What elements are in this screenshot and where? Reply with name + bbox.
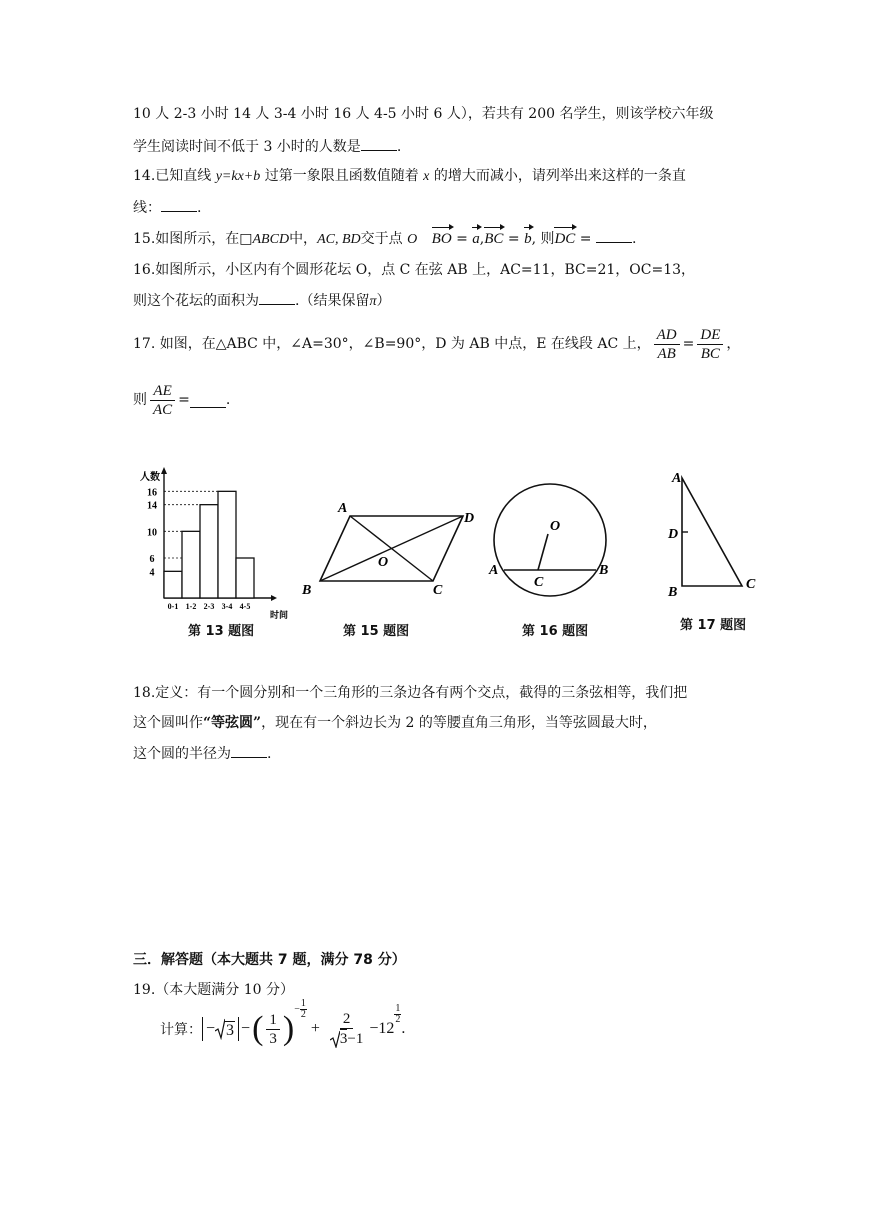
q16-close: ） [376, 293, 391, 309]
label-o: O [550, 519, 561, 534]
q15-line: 15.如图所示，在□ABCD中，AC, BD交于点 O BO = a,BC = b, 则DC = . [133, 228, 636, 250]
exp-num: 1 [395, 1003, 401, 1014]
section-3-title: 三．解答题（本大题共 7 题，满分 78 分） [133, 952, 406, 968]
figure-17-caption: 第 17 题图 [680, 618, 747, 633]
q18-line1: 18.定义：有一个圆分别和一个三角形的三条边各有两个交点，截得的三条弦相等，我们把 [133, 685, 688, 701]
x-axis-arrow-icon [271, 595, 277, 601]
q14-line2-text: 线： [133, 200, 161, 216]
label-o: O [378, 555, 389, 570]
label-d: D [668, 527, 679, 542]
figure-15-parallelogram [298, 496, 483, 601]
figure-16-caption: 第 16 题图 [522, 624, 589, 639]
fraction-2-sqrt3-minus-1 [327, 1010, 366, 1048]
q18-term: “等弦圆” [203, 715, 262, 731]
q18-line2 [133, 713, 657, 733]
q14-mid: 过第一象限且函数值随着 [260, 168, 424, 184]
q13-line1: 10 人 2-3 小时 14 人 3-4 小时 16 人 4-5 小时 6 人），若共有 200 名学生，则该学校六年级 [133, 106, 714, 122]
figure-15-caption: 第 15 题图 [343, 624, 410, 639]
circle-shape [494, 484, 609, 596]
q18-text-a: 这个圆叫作 [133, 715, 203, 731]
x-tick-label: 3-4 [221, 602, 233, 611]
q18-text-b: ，现在有一个斜边长为 2 的等腰直角三角形，当等弦圆最大时， [261, 715, 657, 731]
exponent-neg-half [294, 999, 307, 1020]
q16-end: .（结果保留 [295, 293, 370, 309]
q17-prefix: 17. 如图，在△ABC 中，∠A=30°，∠B=90°，D 为 AB 中点，E 在线段 AC 上， [133, 336, 651, 352]
label-a: A [489, 563, 499, 578]
q17-line1 [133, 324, 740, 364]
y-tick-label: 4 [149, 567, 155, 579]
y-axis-label: 人数 [140, 472, 160, 483]
figure-13-histogram [130, 462, 290, 622]
x-tick-label: 1-2 [185, 602, 197, 611]
vector-dc: DC [554, 231, 576, 247]
minus: − [206, 1020, 216, 1037]
q13-end: . [396, 139, 402, 155]
q17-then: 则 [133, 392, 147, 408]
answer-blank [190, 393, 226, 408]
q19-expression [160, 997, 406, 1048]
frac-den: AB [657, 345, 676, 362]
q17-eq: = [682, 336, 695, 352]
label-c: C [433, 583, 443, 598]
histogram-bar [200, 505, 218, 598]
histogram-bar [218, 491, 236, 598]
radical-icon [330, 1030, 340, 1048]
q15-end: . [631, 231, 637, 247]
y-tick-label: 14 [147, 500, 157, 512]
fraction-ad-ab [654, 326, 680, 363]
label-b: B [599, 563, 609, 578]
abs-neg-sqrt3 [202, 1017, 239, 1041]
minus-twelve: −12 [369, 1020, 395, 1037]
radicand: 3 [339, 1031, 348, 1047]
figure-17-triangle [662, 468, 772, 603]
q18-end: . [267, 746, 272, 762]
parallelogram-symbol: □ [239, 231, 253, 247]
q14-suffix: 的增大而减小，请列举出来这样的一条直 [429, 168, 686, 184]
vector-b: b [524, 231, 532, 247]
q14-prefix: 14.已知直线 [133, 168, 216, 184]
sqrt-3 [215, 1018, 235, 1040]
q15-eq3: = [575, 231, 596, 247]
segment-oc [538, 534, 548, 570]
figure-16-circle [486, 470, 616, 610]
y-tick-label: 6 [149, 554, 155, 565]
q14-line2 [133, 197, 201, 218]
frac-num: 1 [266, 1011, 280, 1030]
q16-line2 [133, 290, 390, 312]
q17-end: . [225, 392, 231, 408]
q13-line2 [133, 136, 401, 157]
q13-text: 学生阅读时间不低于 3 小时的人数是 [133, 139, 361, 155]
plus: + [310, 1020, 320, 1037]
radical-icon [215, 1018, 225, 1040]
q14-var: x [423, 169, 430, 184]
label-c: C [534, 575, 544, 590]
label-b: B [668, 585, 678, 600]
pi-symbol: π [369, 294, 377, 309]
answer-blank [231, 743, 267, 758]
minus: − [241, 1020, 251, 1037]
answer-blank [161, 197, 197, 212]
q17-line2 [133, 380, 230, 420]
x-axis-label: 时间 [270, 610, 289, 620]
answer-blank [361, 136, 397, 151]
frac-num: AD [654, 326, 680, 345]
q17-comma: ， [726, 336, 741, 352]
q14-end: . [197, 200, 202, 216]
histogram-bar [164, 571, 182, 598]
exp-minus: − [294, 1003, 300, 1015]
frac-num: 2 [340, 1010, 354, 1029]
minus-one: −1 [347, 1031, 364, 1047]
q15-then: , 则 [531, 231, 555, 247]
histogram-bar [182, 531, 200, 598]
q18-line3 [133, 743, 271, 764]
q14-equation: y=kx+b [215, 169, 261, 184]
label-a: A [672, 471, 682, 486]
q14-line1 [133, 166, 686, 187]
y-tick-label: 16 [147, 487, 157, 499]
q15-prefix: 15.如图所示，在 [133, 231, 240, 247]
frac-num: DE [697, 326, 723, 345]
answer-blank [596, 228, 632, 243]
label-b: B [302, 583, 312, 598]
exp-num: 1 [300, 997, 306, 1009]
label-a: A [338, 501, 348, 516]
radicand: 3 [226, 1022, 235, 1039]
calc-label: 计算： [160, 1022, 202, 1038]
frac-den: 3 [269, 1030, 277, 1047]
q15-abcd: ABCD [252, 232, 290, 247]
label-c: C [746, 577, 756, 592]
fraction-1-3 [266, 1011, 280, 1048]
answer-blank [259, 290, 295, 305]
triangle-shape [682, 478, 742, 586]
q15-eq2: = [503, 231, 525, 247]
x-tick-label: 0-1 [167, 602, 179, 611]
power-one-third: ( $\frac{1}{3}$ ) − $\frac{1}{2}$ [252, 997, 306, 1047]
fraction-de-bc [697, 326, 723, 363]
frac-den [327, 1029, 366, 1048]
vector-bc: BC [484, 231, 504, 247]
q15-mid2: 交于点 [360, 231, 408, 247]
diagonal-bd [320, 516, 463, 581]
vector-a: a [472, 231, 480, 247]
q17-eq2: = [178, 392, 190, 408]
exponent-half [394, 1004, 401, 1025]
q15-mid1: 中， [289, 231, 318, 247]
y-tick-label: 10 [147, 527, 157, 539]
exp-den: 2 [300, 1008, 306, 1020]
q15-o: O [407, 232, 418, 247]
frac-den: AC [153, 401, 173, 418]
histogram-bar [236, 558, 254, 598]
label-d: D [464, 511, 475, 526]
exp-den: 2 [395, 1014, 401, 1025]
q15-eq1: = [451, 231, 473, 247]
frac-den: BC [700, 345, 720, 362]
q15-acbd: AC, BD [317, 232, 361, 247]
q16-text: 则这个花坛的面积为 [133, 293, 259, 309]
x-tick-label: 2-3 [203, 602, 215, 611]
q19-header: 19.（本大题满分 10 分） [133, 982, 294, 998]
q16-line1: 16.如图所示，小区内有个圆形花坛 O，点 C 在弦 AB 上，AC=11，BC=21，OC=13， [133, 262, 696, 278]
x-tick-label: 4-5 [239, 602, 251, 611]
q18-line3-text: 这个圆的半径为 [133, 746, 231, 762]
y-axis-arrow-icon [161, 467, 167, 474]
figure-13-caption: 第 13 题图 [188, 624, 255, 639]
q19-end: . [401, 1020, 406, 1037]
vector-bo: BO [431, 231, 452, 247]
frac-num: AE [150, 382, 174, 401]
fraction-ae-ac [150, 382, 175, 419]
